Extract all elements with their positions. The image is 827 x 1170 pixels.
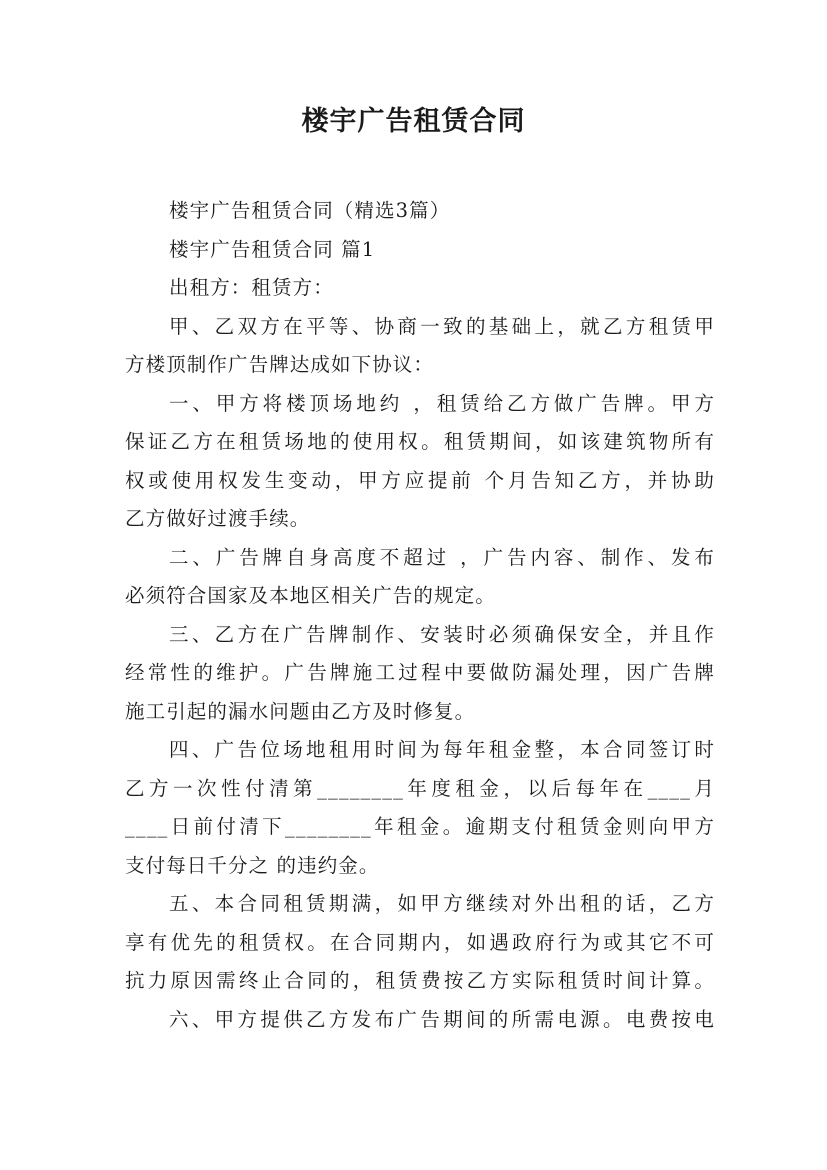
clause-4-line: 乙方一次性付清第________年度租金，以后每年在____月 <box>125 776 715 800</box>
clause-3-line: 三、乙方在广告牌制作、安装时必须确保安全，并且作 <box>169 622 715 646</box>
paragraph-line: 甲、乙双方在平等、协商一致的基础上，就乙方租赁甲 <box>169 314 715 338</box>
clause-2-line: 二、广告牌自身高度不超过 ，广告内容、制作、发布 <box>169 545 715 569</box>
clause-4-line: 四、广告位场地租用时间为每年租金整，本合同签订时 <box>169 738 715 761</box>
subtitle-line: 楼宇广告租赁合同（精选3篇） <box>169 199 451 222</box>
clause-3-line: 经常性的维护。广告牌施工过程中要做防漏处理，因广告牌 <box>125 661 715 684</box>
document-title: 楼宇广告租赁合同 <box>301 106 526 137</box>
clause-3-line: 施工引起的漏水问题由乙方及时修复。 <box>125 699 476 723</box>
clause-6-line: 六、甲方提供乙方发布广告期间的所需电源。电费按电 <box>169 1007 715 1031</box>
section-heading: 楼宇广告租赁合同 篇1 <box>169 237 376 261</box>
clause-1-line: 乙方做好过渡手续。 <box>125 507 311 530</box>
parties-line: 出租方：租赁方： <box>169 276 334 299</box>
clause-5-line: 抗力原因需终止合同的，租赁费按乙方实际租赁时间计算。 <box>125 969 715 992</box>
clause-5-line: 享有优先的租赁权。在合同期内，如遇政府行为或其它不可 <box>125 930 715 954</box>
clause-4-line: ____日前付清下________年租金。逾期支付租赁金则向甲方 <box>125 815 715 838</box>
clause-2-line: 必须符合国家及本地区相关广告的规定。 <box>125 584 496 607</box>
clause-1-line: 权或使用权发生变动，甲方应提前 个月告知乙方，并协助 <box>125 468 715 492</box>
paragraph-line: 方楼顶制作广告牌达成如下协议： <box>125 353 435 376</box>
clause-4-line: 支付每日千分之 的违约金。 <box>125 853 380 877</box>
document-body <box>125 192 715 1039</box>
clause-1-line: 一、甲方将楼顶场地约 ，租赁给乙方做广告牌。甲方 <box>169 391 715 415</box>
clause-1-line: 保证乙方在租赁场地的使用权。租赁期间，如该建筑物所有 <box>125 430 715 453</box>
clause-5-line: 五、本合同租赁期满，如甲方继续对外出租的话，乙方 <box>169 892 715 915</box>
